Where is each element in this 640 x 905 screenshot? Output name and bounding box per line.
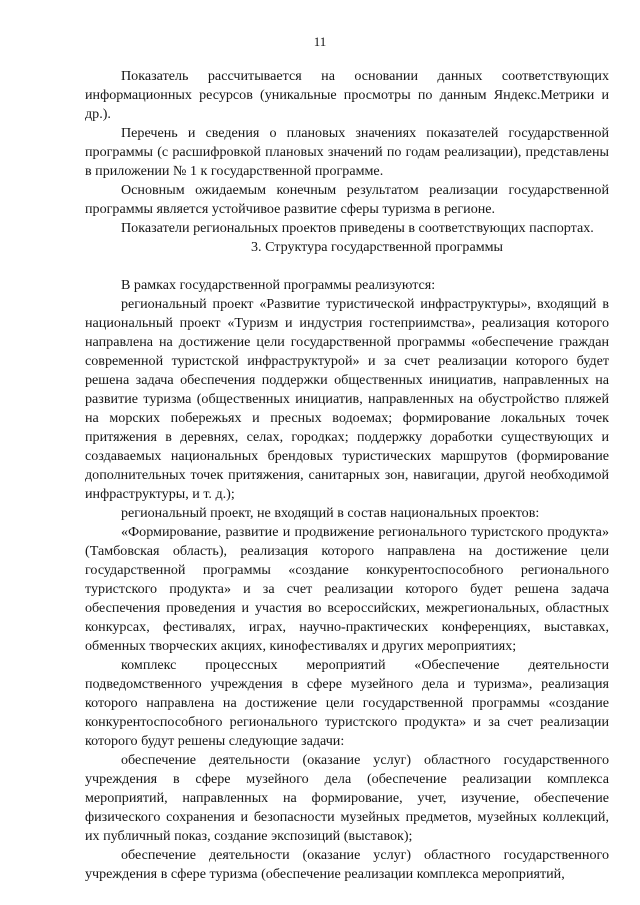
paragraph-tourism-activity: обеспечение деятельности (оказание услуг) областного государственного учреждения в сфере туризма (обеспечение реализации комплекса мероприятий, xyxy=(85,847,609,882)
paragraph-tourist-product: «Формирование, развитие и продвижение регионального туристского продукта» (Тамбовская область), реализация которого направлена на достижение цели государственной программы «создание конкурентоспособного регионального туристского продукта» и за счет реализации которого будет решена задача обеспечения проведения и участия во всероссийских, межрегиональных, областных конкурсах, фестивалях, играх, научно-практических конференциях, выставках, обменных творческих акциях, кинофестивалях и других мероприятиях; xyxy=(85,524,609,654)
paragraph-tourism-infrastructure: региональный проект «Развитие туристической инфраструктуры», входящий в национальный проект «Туризм и индустрия гостеприимства», реализация которого направлена на достижение цели государственной программы «обеспечение граждан современной туристской инфраструктурой» и за счет реализации которого будет решена задача обеспечения поддержки общественных инициатив, направленных на развитие туризма (общественных инициатив, направленных на обустройство пляжей на морских побережьях и пресных водоемах; формирование локальных точек притяжения в деревнях, селах, городках; поддержку доработки существующих и создаваемых национальных брендовых туристических маршрутов (формирование дополнительных точек притяжения, санитарных зон, навигации, другой необходимой инфраструктуры, и т. д.); xyxy=(85,296,609,502)
section-heading: 3. Структура государственной программы xyxy=(250,239,504,255)
document-body xyxy=(85,67,609,884)
page-number: 11 xyxy=(313,34,327,49)
paragraph-museum-activity: обеспечение деятельности (оказание услуг) областного государственного учреждения в сфере музейного дела (обеспечение реализации комплекса мероприятий, направленных на формирование, учет, изучение, обеспечение физического сохранения и безопасности музейных предметов, музейных коллекций, их публичный показ, создание экспозиций (выставок); xyxy=(85,752,609,844)
paragraph-indicator-source: Показатель рассчитывается на основании данных соответствующих информационных ресурсов (уникальные просмотры по данным Яндекс.Метрики и др.). xyxy=(85,68,609,122)
paragraph-non-national-project: региональный проект, не входящий в состав национальных проектов: xyxy=(121,505,540,521)
paragraph-regional-indicators: Показатели региональных проектов приведены в соответствующих паспортах. xyxy=(121,220,594,236)
paragraph-process-measures: комплекс процессных мероприятий «Обеспечение деятельности подведомственного учреждения в сфере музейного дела и туризма», реализация которого направлена на достижение цели государственной программы «создание конкурентоспособного регионального туристского продукта» и за счет реализации которого будут решены следующие задачи: xyxy=(85,657,609,749)
paragraph-structure-intro: В рамках государственной программы реализуются: xyxy=(121,277,436,293)
paragraph-indicator-list: Перечень и сведения о плановых значениях показателей государственной программы (с расшифровкой плановых значений по годам реализации), представлены в приложении № 1 к государственной программе. xyxy=(85,125,609,179)
paragraph-expected-result: Основным ожидаемым конечным результатом реализации государственной программы является устойчивое развитие сферы туризма в регионе. xyxy=(85,182,609,217)
